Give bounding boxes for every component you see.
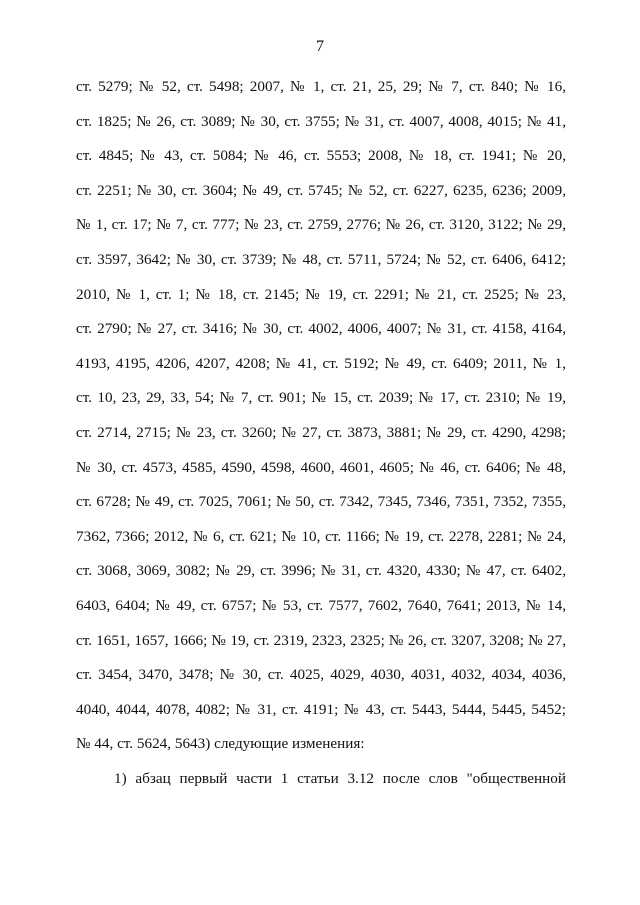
text-line: № 1, ст. 17; № 7, ст. 777; № 23, ст. 2759, 2776; № 26, ст. 3120, 3122; № 29,	[76, 216, 566, 234]
text-line: ст. 2714, 2715; № 23, ст. 3260; № 27, ст. 3873, 3881; № 29, ст. 4290, 4298;	[76, 423, 566, 441]
text-line: ст. 5279; № 52, ст. 5498; 2007, № 1, ст. 21, 25, 29; № 7, ст. 840; № 16,	[76, 78, 566, 95]
text-line: ст. 2251; № 30, ст. 3604; № 49, ст. 5745; № 52, ст. 6227, 6235, 6236; 2009,	[76, 181, 566, 199]
text-line: ст. 3597, 3642; № 30, ст. 3739; № 48, ст. 5711, 5724; № 52, ст. 6406, 6412;	[76, 250, 566, 268]
text-line: ст. 2790; № 27, ст. 3416; № 30, ст. 4002, 4006, 4007; № 31, ст. 4158, 4164,	[76, 320, 566, 338]
text-line: № 30, ст. 4573, 4585, 4590, 4598, 4600, 4601, 4605; № 46, ст. 6406; № 48,	[76, 458, 566, 476]
text-line: ст. 4845; № 43, ст. 5084; № 46, ст. 5553; 2008, № 18, ст. 1941; № 20,	[76, 147, 566, 165]
document-body	[76, 76, 566, 802]
text-line: 4040, 4044, 4078, 4082; № 31, ст. 4191; № 43, ст. 5443, 5444, 5445, 5452;	[76, 700, 566, 718]
text-line: ст. 3068, 3069, 3082; № 29, ст. 3996; № 31, ст. 4320, 4330; № 47, ст. 6402,	[76, 562, 566, 580]
amendment-item-line: 1) абзац первый части 1 статьи 3.12 после слов "общественной	[114, 769, 566, 787]
text-line: ст. 1651, 1657, 1666; № 19, ст. 2319, 2323, 2325; № 26, ст. 3207, 3208; № 27,	[76, 631, 566, 649]
page-number: 7	[316, 38, 324, 55]
text-line: 4193, 4195, 4206, 4207, 4208; № 41, ст. 5192; № 49, ст. 6409; 2011, № 1,	[76, 354, 566, 372]
text-line-last: № 44, ст. 5624, 5643) следующие изменения:	[76, 735, 365, 753]
text-line: 7362, 7366; 2012, № 6, ст. 621; № 10, ст. 1166; № 19, ст. 2278, 2281; № 24,	[76, 527, 566, 545]
text-line: ст. 6728; № 49, ст. 7025, 7061; № 50, ст. 7342, 7345, 7346, 7351, 7352, 7355,	[76, 493, 566, 511]
text-line: ст. 3454, 3470, 3478; № 30, ст. 4025, 4029, 4030, 4031, 4032, 4034, 4036,	[76, 666, 566, 684]
text-line: ст. 1825; № 26, ст. 3089; № 30, ст. 3755; № 31, ст. 4007, 4008, 4015; № 41,	[76, 112, 566, 130]
text-line: 6403, 6404; № 49, ст. 6757; № 53, ст. 7577, 7602, 7640, 7641; 2013, № 14,	[76, 596, 566, 614]
text-line: 2010, № 1, ст. 1; № 18, ст. 2145; № 19, ст. 2291; № 21, ст. 2525; № 23,	[76, 285, 566, 303]
text-line: ст. 10, 23, 29, 33, 54; № 7, ст. 901; № 15, ст. 2039; № 17, ст. 2310; № 19,	[76, 389, 566, 407]
